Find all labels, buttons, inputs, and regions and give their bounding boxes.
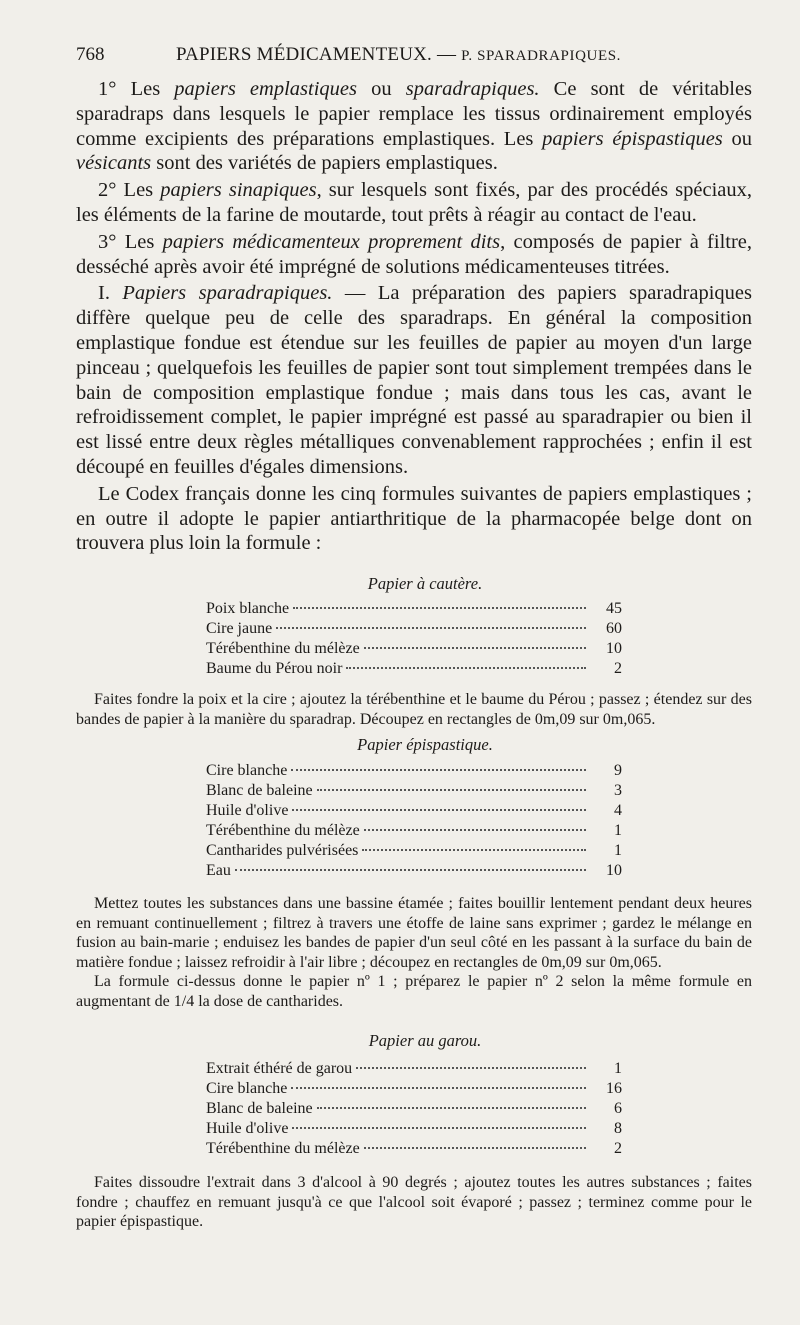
paragraph-2: 2° Les papiers sinapiques, sur lesquels sont fixés, par des procédés spéciaux, les éléments de la farine de moutarde, tout prêts à réagir au contact de l'eau. [76,179,752,226]
recipe-garou [76,1031,752,1232]
recipe-title: Papier à cautère. [367,574,483,594]
ingredient-row: Cire blanche 16 [206,1080,622,1098]
recipe-variant-note: La formule ci-dessus donne le papier nº 1 ; préparez le papier nº 2 selon la même formule en augmentant de 1/4 la dose de cantharides. [76,973,752,1010]
ingredient-list [206,1059,622,1159]
ingredient-list [206,761,622,881]
ingredient-row: Térébenthine du mélèze 10 [206,640,622,658]
recipe-instructions: Mettez toutes les substances dans une bassine étamée ; faites bouillir lentement pendant deux heures en remuant continuellement ; filtrez à travers une étoffe de laine sans exprimer ; gardez le mélange en fusion au bain-marie ; enduisez les bandes de papier d'un seul côté en les passant à la surface du bain de matière fondue ; laissez refroidir à l'air libre ; découpez en rectangles de 0m,09 sur 0m,065. [76,895,752,971]
ingredient-list [206,599,622,679]
ingredient-row: Cire jaune 60 [206,620,622,638]
ingredient-row: Blanc de baleine 6 [206,1100,622,1118]
running-title: PAPIERS MÉDICAMENTEUX. — P. SPARADRAPIQUES. [176,44,621,65]
recipe-instructions: Faites dissoudre l'extrait dans 3 d'alcool à 90 degrés ; ajoutez toutes les autres substances ; faites fondre ; chauffez en remuant jusqu'à ce que l'alcool soit évaporé ; passez ; terminez comme pour le papier épispastique. [76,1174,752,1231]
ingredient-row: Eau 10 [206,862,622,880]
ingredient-row: Baume du Pérou noir 2 [206,660,622,678]
ingredient-row: Huile d'olive 8 [206,1120,622,1138]
main-text [76,77,752,1232]
running-header [76,44,756,66]
ingredient-row: Térébenthine du mélèze 2 [206,1140,622,1158]
ingredient-row: Huile d'olive 4 [206,802,622,820]
ingredient-row: Térébenthine du mélèze 1 [206,822,622,840]
ingredient-row: Cire blanche 9 [206,762,622,780]
paragraph-5: Le Codex français donne les cinq formules suivantes de papiers emplastiques ; en outre il adopte le papier antiarthritique de la pharmacopée belge dont on trouvera plus loin la formule : [76,482,752,555]
ingredient-row: Cantharides pulvérisées 1 [206,842,622,860]
recipe-cautere [76,574,752,729]
paragraph-1: 1° Les papiers emplastiques ou sparadrapiques. Ce sont de véritables sparadraps dans lesquels le papier remplace les tissus ordinairement employés comme excipients des préparations emplastiques. Les papiers épispastiques ou vésicants sont des variétés de papiers emplastiques. [76,78,753,175]
ingredient-row: Blanc de baleine 3 [206,782,622,800]
recipe-title: Papier au garou. [368,1031,482,1051]
recipe-epispastique [76,735,752,1011]
ingredient-row: Extrait éthéré de garou 1 [206,1060,622,1078]
paragraph-3: 3° Les papiers médicamenteux proprement dits, composés de papier à filtre, desséché après avoir été imprégné de solutions médicamenteuses titrées. [76,230,753,278]
paragraph-4: I. Papiers sparadrapiques. — La préparation des papiers sparadrapiques diffère quelque peu de celle des sparadraps. En général la composition emplastique fondue est étendue sur les feuilles de papier au moyen d'un large pinceau ; quelquefois les feuilles de papier sont tout simplement trempées dans le bain de composition emplastique fondue ; mais dans tous les cas, avant le refroidissement complet, le papier imprégné est passé au sparadrapier ou bien il est lissé entre deux règles métalliques convenablement rapprochées ; enfin il est découpé en feuilles d'égales dimensions. [76,282,752,478]
recipe-title: Papier épispastique. [357,735,493,755]
ingredient-row: Poix blanche 45 [206,600,622,618]
page-number: 768 [76,44,105,65]
recipe-instructions: Faites fondre la poix et la cire ; ajoutez la térébenthine et le baume du Pérou ; passez ; étendez sur des bandes de papier à la manière du sparadrap. Découpez en rectangles de 0m,09 sur 0m,065. [76,691,752,728]
